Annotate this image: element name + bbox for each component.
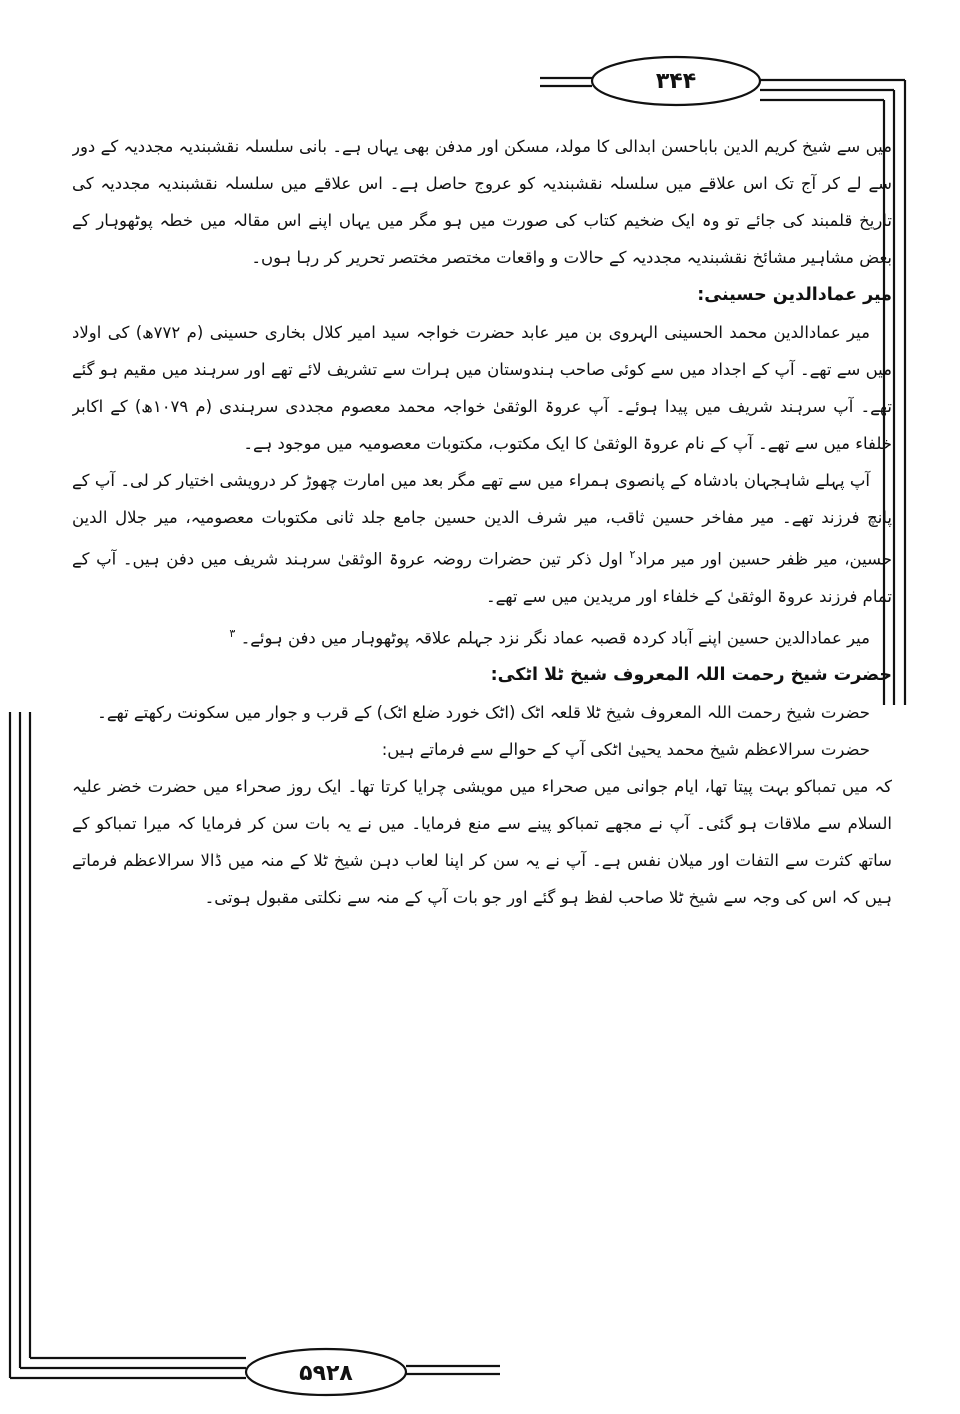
section1-para2-text-a: آپ پہلے شاہجہان بادشاہ کے پانصوی ہمراء میں سے تھے مگر بعد میں امارت چھوڑ کر درویشی اختیار کر لی۔ آپ کے پانچ فرزند تھے۔ میر مفاخر حسین ثاقب، میر شرف الدین حسین جامع جلد ثانی مکتوبات معصومیہ، میر جلال الدین حسین، میر ظفر حسین اور میر مراد bbox=[72, 471, 892, 569]
section-heading-sheikh-tilla: حضرت شیخ رحمت اللہ المعروف شیخ ٹلا اٹکی: bbox=[490, 665, 892, 685]
section1-para2-text-b: اول ذکر تین حضرات روضہ عروۃ الوثقیٰ سرہند شریف میں دفن ہیں۔ آپ کے تمام فرزند عروۃ الوثقیٰ کے خلفاء اور مریدین میں سے تھے۔ bbox=[72, 549, 892, 606]
section2-paragraph-3: کہ میں تمباکو بہت پیتا تھا، ایام جوانی میں صحراء میں مویشی چرایا کرتا تھا۔ ایک روز صحراء میں حضرت خضر علیہ السلام سے ملاقات ہو گئی۔ آپ نے مجھے تمباکو پینے سے منع فرمایا۔ میں نے یہ بات سن کر فرمایا کہ میرا تمباکو کے ساتھ کثرت سے التفات اور میلان نفس ہے۔ آپ نے یہ سن کر اپنا لعاب دہن شیخ ٹلا کے منہ میں ڈالا سرالاعظم فرماتے ہیں کہ اس کی وجہ سے شیخ ٹلا صاحب لفظ ہو گئے اور جو بات آپ کے منہ سے نکلتی مقبول ہوتی۔ bbox=[72, 777, 892, 907]
page-number-top: ۳۴۴ bbox=[655, 68, 697, 94]
footnote-ref-2: ۲ bbox=[629, 548, 636, 561]
section1-paragraph-2 bbox=[72, 462, 892, 615]
section2-paragraph-1: حضرت شیخ رحمت اللہ المعروف شیخ ٹلا قلعہ اٹک (اٹک خورد ضلع اٹک) کے قرب و جوار میں سکونت رکھتے تھے۔ bbox=[97, 703, 870, 722]
footnote-ref-3: ۳ bbox=[229, 626, 236, 640]
section1-paragraph-3 bbox=[72, 615, 892, 657]
section-heading-mir-imaduddin: میر عمادالدین حسینی: bbox=[697, 285, 892, 305]
section1-para3-text: میر عمادالدین حسین اپنے آباد کردہ قصبہ عماد نگر نزد جہلم علاقہ پوٹھوہار میں دفن ہوئے۔ bbox=[240, 628, 870, 647]
page-number-bottom: ۵۹۲۸ bbox=[299, 1360, 353, 1386]
intro-paragraph: میں سے شیخ کریم الدین باباحسن ابدالی کا مولد، مسکن اور مدفن بھی یہاں ہے۔ بانی سلسلہ نقشبندیہ مجددیہ کے دور سے لے کر آج تک اس علاقے میں سلسلہ نقشبندیہ کو عروج حاصل ہے۔ اس علاقے میں سلسلہ نقشبندیہ مجددیہ کی تاریخ قلمبند کی جائے تو وہ ایک ضخیم کتاب کی صورت میں ہو مگر میں یہاں اپنے اس مقالہ میں خطہ پوٹھوہار کے بعض مشاہیر مشائخ نقشبندیہ مجددیہ کے حالات و واقعات مختصر مختصر تحریر کر رہا ہوں۔ bbox=[72, 137, 892, 267]
page-body-text bbox=[72, 128, 892, 1298]
section1-paragraph-1: میر عمادالدین محمد الحسینی الہروی بن میر عابد حضرت خواجہ سید امیر کلال بخاری حسینی (م ۷۷۲ھ) کی اولاد میں سے تھے۔ آپ کے اجداد میں سے کوئی صاحب ہندوستان میں ہرات سے تشریف لائے تھے اور سرہند میں مقیم ہو گئے تھے۔ آپ سرہند شریف میں پیدا ہوئے۔ آپ عروۃ الوثقیٰ خواجہ محمد معصوم مجددی سرہندی (م ۱۰۷۹ھ) کے اکابر خلفاء میں سے تھے۔ آپ کے نام عروۃ الوثقیٰ کا ایک مکتوب، مکتوبات معصومیہ میں موجود ہے۔ bbox=[72, 323, 892, 453]
section2-paragraph-2: حضرت سرالاعظم شیخ محمد یحییٰ اٹکی آپ کے حوالے سے فرماتے ہیں: bbox=[381, 740, 870, 759]
